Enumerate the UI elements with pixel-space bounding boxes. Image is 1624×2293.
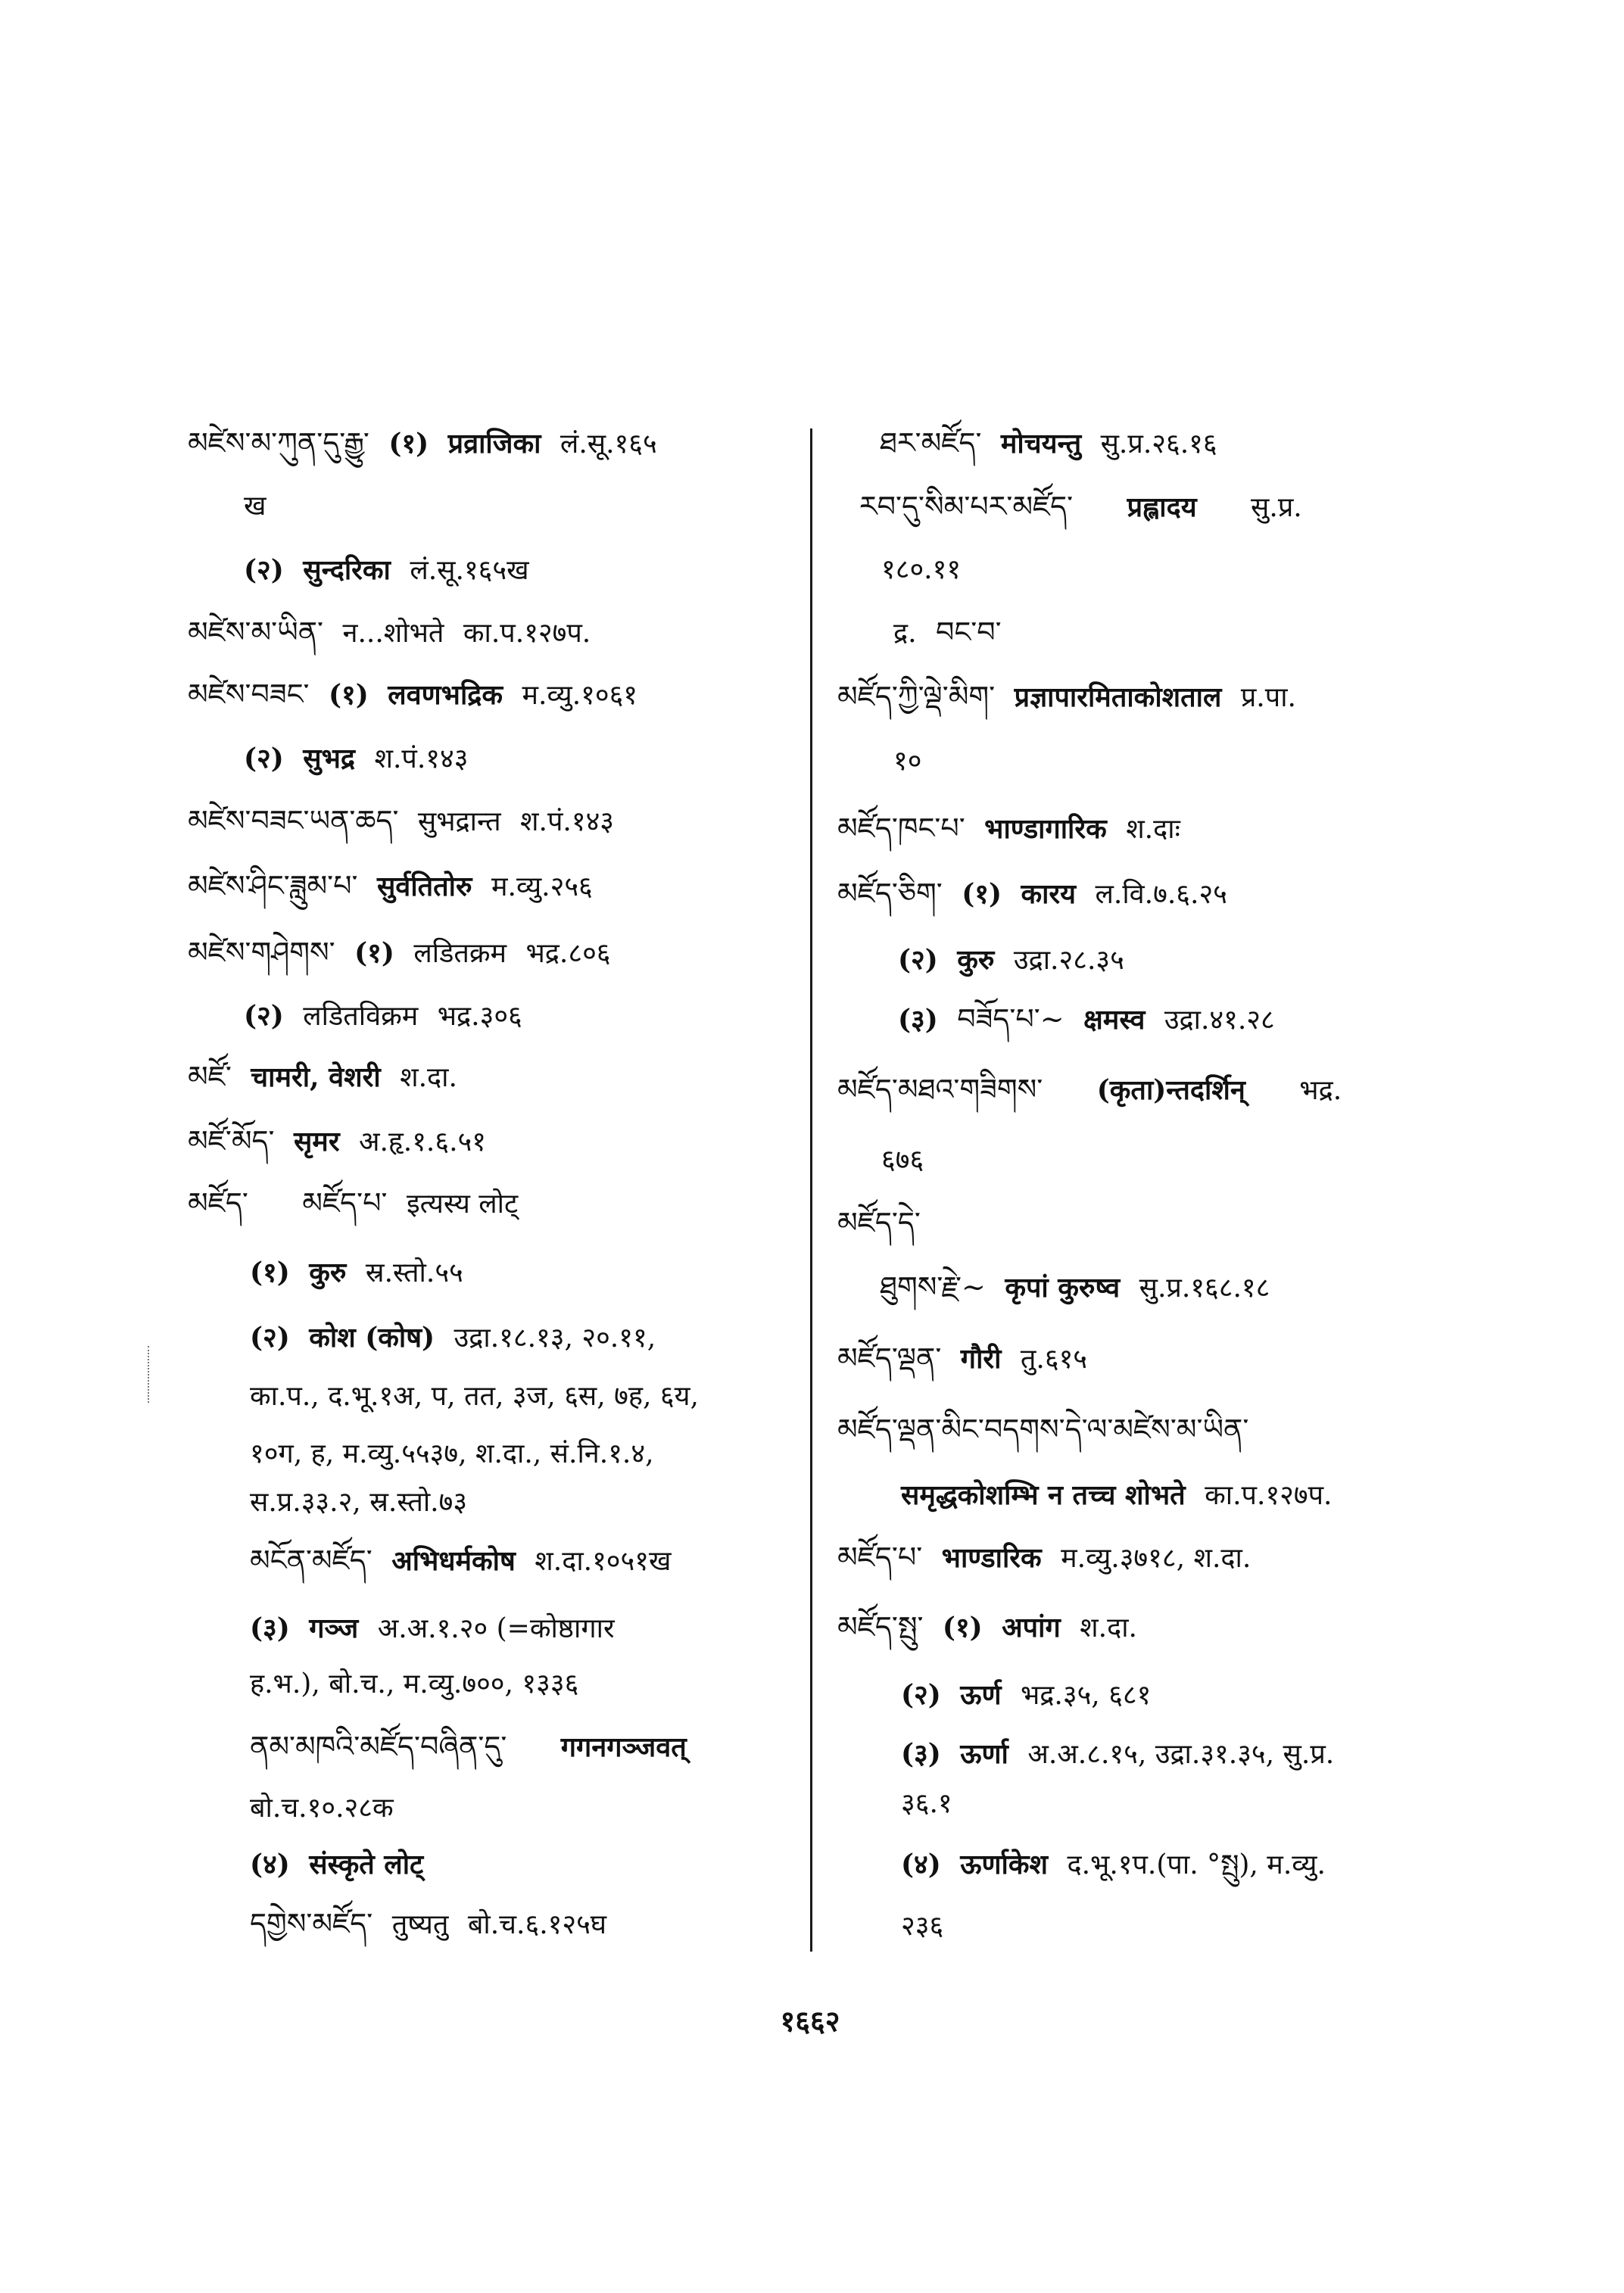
tibetan-headword: མཛོད་ཅིག་ bbox=[837, 877, 943, 910]
dictionary-line bbox=[250, 1432, 654, 1477]
source-reference: सु.प्र. bbox=[1251, 492, 1302, 523]
dictionary-line bbox=[901, 1781, 952, 1827]
source-reference: अ.हृ.१.६.५१ bbox=[359, 1126, 486, 1157]
dictionary-line bbox=[188, 1180, 518, 1226]
source-reference: अ.अ.८.१५, उद्रा.३१.३५, सु.प्र. bbox=[1027, 1739, 1335, 1770]
tibetan-headword: མཛེས་མ་ཡིན་ bbox=[188, 615, 324, 649]
source-reference: ह.भ.), बो.च., म.व्यु.७००, १३३६ bbox=[250, 1668, 579, 1699]
sanskrit-equivalent: सुभद्र bbox=[303, 743, 356, 774]
dictionary-line bbox=[250, 1842, 423, 1887]
dictionary-line bbox=[893, 609, 1002, 655]
source-reference: ल.वि.७.६.२५ bbox=[1095, 879, 1227, 910]
tibetan-headword: ཐར་མཛོད་ bbox=[880, 426, 982, 460]
source-reference: म.व्यु.१०६१ bbox=[522, 680, 638, 711]
dictionary-line bbox=[880, 420, 1217, 466]
dictionary-line bbox=[244, 736, 468, 781]
source-reference: तु.६१५ bbox=[1020, 1344, 1088, 1375]
sense-number: (१) bbox=[354, 937, 394, 969]
sanskrit-equivalent: भाण्डारिक bbox=[941, 1542, 1042, 1574]
source-reference: अ.अ.१.२० (=कोष्ठागार bbox=[377, 1613, 615, 1644]
sanskrit-equivalent: गञ्ज bbox=[309, 1612, 359, 1644]
dictionary-line bbox=[901, 1731, 1334, 1777]
tibetan-headword: རབ་དུ་སིམ་པར་མཛོད་ bbox=[859, 490, 1074, 523]
dictionary-line bbox=[901, 1842, 1326, 1887]
dictionary-line bbox=[881, 1138, 924, 1183]
source-reference: सु.प्र.१६८.१८ bbox=[1139, 1273, 1270, 1304]
source-reference: म.व्यु.२५६ bbox=[491, 871, 593, 902]
sense-number: (४) bbox=[901, 1849, 941, 1880]
tibetan-headword: དགྱེས་མཛོད་ bbox=[250, 1907, 373, 1940]
dictionary-line bbox=[837, 1067, 1342, 1112]
sanskrit-equivalent: न...शोभते bbox=[342, 618, 444, 649]
sanskrit-equivalent: मोचयन्तु bbox=[1000, 428, 1082, 460]
dictionary-line bbox=[250, 1662, 578, 1707]
source-reference: श.पं.१४३ bbox=[520, 806, 615, 837]
dictionary-line bbox=[188, 420, 657, 466]
tibetan-headword: མཛོད་ཁང་པ་ bbox=[837, 812, 965, 845]
sense-number: (१) bbox=[388, 428, 429, 460]
dictionary-line bbox=[188, 609, 591, 655]
source-reference: लं.सू.१६५ bbox=[560, 428, 657, 460]
source-reference: २३६ bbox=[901, 1911, 944, 1942]
column-divider bbox=[810, 428, 812, 1952]
sanskrit-equivalent: लवणभद्रिक bbox=[388, 679, 503, 711]
tibetan-phrase: བཟོད་པ་~ bbox=[957, 1002, 1064, 1036]
sanskrit-equivalent: सुर्वतितोरु bbox=[376, 871, 472, 902]
source-reference: भद्र.८०६ bbox=[525, 938, 611, 969]
sanskrit-equivalent: अभिधर्मकोष bbox=[391, 1545, 516, 1577]
sanskrit-equivalent: समृद्धकोशम्भि न तच्च शोभते bbox=[901, 1479, 1186, 1511]
dictionary-line bbox=[837, 674, 1296, 719]
sanskrit-equivalent: लडितविक्रम bbox=[303, 1001, 419, 1032]
sense-number: (१) bbox=[962, 878, 1002, 910]
source-reference: भद्र.३०६ bbox=[437, 1001, 522, 1032]
sanskrit-equivalent: ऊर्णाकेश bbox=[960, 1849, 1048, 1880]
sanskrit-equivalent: कृपां कुरुष्व bbox=[1005, 1272, 1121, 1304]
dictionary-line bbox=[837, 1534, 1251, 1580]
dictionary-line bbox=[837, 1200, 921, 1245]
sense-number: (३) bbox=[898, 1004, 938, 1036]
sense-number: (२) bbox=[898, 944, 938, 976]
dictionary-line bbox=[881, 547, 961, 593]
source-reference: सु.प्र.२६.१६ bbox=[1100, 428, 1217, 460]
source-reference: श.पं.१४३ bbox=[374, 743, 469, 774]
tibetan-gloss: མཛོད་པ་ bbox=[302, 1186, 388, 1220]
dictionary-line bbox=[901, 1472, 1333, 1518]
source-reference: द.भू.१प.(पा. °སྤུ), म.व्यु. bbox=[1067, 1849, 1326, 1880]
source-reference: उद्रा.२८.३५ bbox=[1013, 945, 1124, 976]
source-reference: उद्रा.१८.१३, २०.११, bbox=[454, 1323, 656, 1354]
tibetan-headword: མཛོད་སྤུ་ bbox=[837, 1610, 924, 1643]
tibetan-headword: མཛེས་བཟང་ཡན་ཆད་ bbox=[188, 804, 399, 837]
dictionary-line bbox=[244, 484, 266, 529]
tibetan-headword: མངོན་མཛོད་ bbox=[250, 1544, 372, 1577]
dictionary-line bbox=[250, 1480, 467, 1525]
source-reference: ख bbox=[244, 491, 267, 522]
sanskrit-equivalent: प्रव्राजिका bbox=[447, 428, 541, 460]
dictionary-line bbox=[188, 930, 611, 975]
dictionary-line bbox=[244, 993, 522, 1039]
tibetan-headword: མཛོད་ཀྱི་ལྡེ་མིག་ bbox=[837, 680, 996, 713]
sanskrit-equivalent: भाण्डागारिक bbox=[984, 813, 1107, 845]
sanskrit-equivalent: सुभद्रान्त bbox=[417, 806, 501, 837]
dictionary-line bbox=[250, 1606, 615, 1651]
dictionary-line bbox=[250, 1250, 463, 1295]
source-reference: १० bbox=[893, 746, 922, 777]
tibetan-headword: མཛོ་མོད་ bbox=[188, 1124, 275, 1157]
sense-number: (४) bbox=[250, 1849, 290, 1880]
tibetan-headword: མཛོད་ལྡན་མིང་བདགས་དེ་ལ་མཛེས་མ་ཡིན་ bbox=[837, 1413, 1249, 1446]
source-reference: उद्रा.४१.२८ bbox=[1164, 1005, 1275, 1036]
tibetan-headword: མཛོད་ bbox=[188, 1186, 248, 1220]
tibetan-headword: མཛོ་ bbox=[188, 1060, 232, 1093]
source-reference: का.प.१२७प. bbox=[1205, 1480, 1333, 1511]
source-reference: का.प., द.भू.१अ, प, तत, ३ज, ६स, ७ह, ६य, bbox=[250, 1381, 699, 1412]
tibetan-headword: མཛེས་གཤེགས་ bbox=[188, 936, 335, 969]
tibetan-headword: མཛོད་ལྡན་ bbox=[837, 1341, 942, 1375]
source-reference: लं.सू.१६५ख bbox=[410, 555, 529, 586]
sense-number: (१) bbox=[942, 1612, 983, 1643]
tibetan-headword: མཛོད་དེ་ bbox=[837, 1206, 921, 1239]
tibetan-phrase: ཐུགས་རྗེ་~ bbox=[880, 1270, 986, 1304]
sense-number: (३) bbox=[250, 1612, 290, 1644]
sanskrit-equivalent: प्रज्ञापारमिताकोशताल bbox=[1014, 681, 1222, 713]
grammatical-note: इत्यस्य लोट् bbox=[406, 1189, 519, 1220]
tibetan-headword: མཛེས་ཤིང་ཟླུམ་པ་ bbox=[188, 869, 358, 902]
sense-number: (२) bbox=[901, 1679, 941, 1711]
dictionary-line bbox=[880, 1264, 1270, 1310]
tibetan-headword: ནམ་མཁའི་མཛོད་བཞིན་དུ་ bbox=[250, 1730, 507, 1763]
sense-number: (२) bbox=[244, 743, 284, 774]
dictionary-line bbox=[250, 1537, 671, 1583]
source-reference: स.प्र.३३.२, स्र.स्तो.७३ bbox=[250, 1487, 468, 1518]
dictionary-line bbox=[244, 547, 529, 593]
dictionary-line bbox=[188, 671, 637, 717]
tibetan-headword: མཛོད་མཐའ་གཟིགས་ bbox=[837, 1073, 1043, 1106]
dictionary-line bbox=[901, 1672, 1151, 1718]
dictionary-line bbox=[893, 739, 921, 784]
sanskrit-equivalent: कुरु bbox=[957, 944, 995, 976]
source-reference: बो.च.१०.२८क bbox=[250, 1793, 394, 1824]
dictionary-line bbox=[188, 863, 593, 908]
dictionary-line bbox=[837, 871, 1227, 916]
source-reference: ६७६ bbox=[881, 1145, 924, 1176]
dictionary-line bbox=[898, 937, 1124, 983]
source-reference: स्र.स्तो.५५ bbox=[365, 1257, 463, 1288]
source-reference: १०ग, ह, म.व्यु.५५३७, श.दा., सं.नि.१.४, bbox=[250, 1438, 654, 1469]
dictionary-line bbox=[859, 484, 1302, 529]
cross-reference-marker: द्र. bbox=[893, 618, 917, 649]
sanskrit-equivalent: सुन्दरिका bbox=[303, 554, 391, 586]
dictionary-line bbox=[250, 1901, 606, 1946]
sanskrit-equivalent: क्षमस्व bbox=[1083, 1004, 1146, 1036]
sanskrit-equivalent: तुष्यतु bbox=[391, 1909, 449, 1940]
dictionary-line bbox=[250, 1374, 699, 1419]
dictionary-line bbox=[837, 1335, 1087, 1381]
dictionary-line bbox=[188, 798, 614, 843]
dictionary-line bbox=[898, 996, 1275, 1042]
source-reference: भद्र. bbox=[1299, 1075, 1342, 1106]
dictionary-line bbox=[250, 1315, 656, 1360]
source-reference: प्र.पा. bbox=[1240, 682, 1296, 713]
source-reference: श.दाः bbox=[1126, 814, 1180, 845]
dictionary-line bbox=[837, 1604, 1137, 1650]
sanskrit-equivalent: (कृता)न्तदर्शिन् bbox=[1096, 1074, 1245, 1106]
tibetan-headword: མཛོད་པ་ bbox=[837, 1541, 923, 1574]
sanskrit-equivalent: कुरु bbox=[309, 1257, 347, 1288]
source-reference: श.दा. bbox=[400, 1062, 457, 1093]
source-reference: भद्र.३५, ६८१ bbox=[1021, 1680, 1152, 1711]
source-reference: बो.च.६.१२५घ bbox=[467, 1909, 607, 1940]
tibetan-cross-reference: བང་བ་ bbox=[936, 615, 1002, 649]
sanskrit-equivalent: संस्कृते लोट् bbox=[309, 1849, 424, 1880]
dictionary-line bbox=[250, 1786, 394, 1831]
page-number: १६६२ bbox=[780, 2004, 840, 2038]
source-reference: ३६.१ bbox=[901, 1788, 952, 1819]
sanskrit-equivalent: अपांग bbox=[1002, 1612, 1061, 1643]
sanskrit-equivalent: प्रह्लादय bbox=[1127, 491, 1197, 523]
sanskrit-equivalent: लडितक्रम bbox=[413, 938, 507, 969]
sanskrit-equivalent: कोश (कोष) bbox=[309, 1322, 435, 1354]
sanskrit-equivalent: गगनगञ्जवत् bbox=[560, 1731, 687, 1763]
dictionary-line bbox=[837, 1407, 1248, 1452]
tibetan-headword: མཛེས་བཟང་ bbox=[188, 678, 310, 711]
sanskrit-equivalent: चामरी, वेशरी bbox=[251, 1061, 381, 1093]
sanskrit-equivalent: गौरी bbox=[960, 1343, 1002, 1375]
source-reference: का.प.१२७प. bbox=[463, 618, 591, 649]
source-reference: १८०.११ bbox=[881, 554, 962, 585]
sanskrit-equivalent: ऊर्णा bbox=[960, 1738, 1008, 1770]
margin-dots bbox=[148, 1346, 151, 1403]
sanskrit-equivalent: कारय bbox=[1021, 878, 1077, 910]
tibetan-headword: མཛེས་མ་ཀུན་དུ་རྒྱུ་ bbox=[188, 426, 369, 460]
source-reference: श.दा. bbox=[1080, 1612, 1137, 1643]
sense-number: (२) bbox=[244, 1000, 284, 1032]
sense-number: (२) bbox=[250, 1322, 290, 1354]
sense-number: (२) bbox=[244, 554, 284, 586]
dictionary-line bbox=[250, 1724, 687, 1769]
dictionary-line bbox=[837, 805, 1180, 851]
sense-number: (३) bbox=[901, 1738, 941, 1770]
sanskrit-equivalent: सृमर bbox=[293, 1126, 340, 1157]
dictionary-line bbox=[188, 1054, 457, 1099]
dictionary-line bbox=[188, 1118, 486, 1164]
dictionary-line bbox=[901, 1904, 943, 1949]
sense-number: (१) bbox=[250, 1257, 290, 1288]
source-reference: म.व्यु.३७१८, श.दा. bbox=[1061, 1543, 1252, 1574]
sense-number: (१) bbox=[328, 679, 369, 711]
source-reference: श.दा.१०५१ख bbox=[535, 1546, 672, 1577]
sanskrit-equivalent: ऊर्ण bbox=[960, 1679, 1002, 1711]
